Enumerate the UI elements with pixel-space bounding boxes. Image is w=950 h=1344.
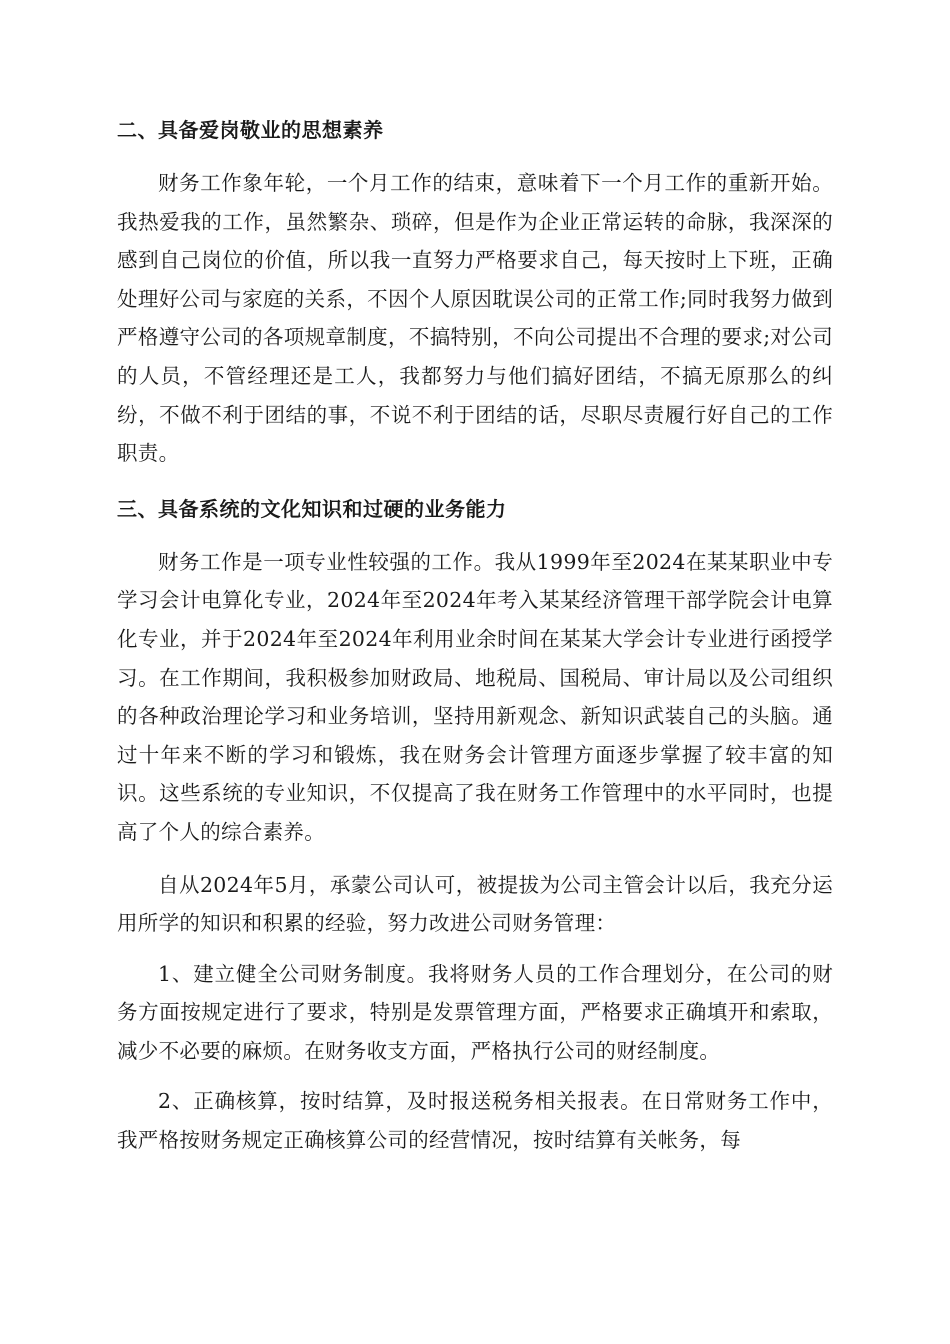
paragraph: 财务工作象年轮，一个月工作的结束，意味着下一个月工作的重新开始。我热爱我的工作，虽然繁杂、琐碎，但是作为企业正常运转的命脉，我深深的感到自己岗位的价值，所以我一直努力严格要求自己，每天按时上下班，正确处理好公司与家庭的关系，不因个人原因耽误公司的正常工作;同时我努力做到严格遵守公司的各项规章制度，不搞特别，不向公司提出不合理的要求;对公司的人员，不管经理还是工人，我都努力与他们搞好团结，不搞无原那么的纠纷，不做不利于团结的事，不说不利于团结的话，尽职尽责履行好自己的工作职责。 [117,171,833,466]
paragraph: 1、建立健全公司财务制度。我将财务人员的工作合理划分，在公司的财务方面按规定进行了要求，特别是发票管理方面，严格要求正确填开和索取，减少不必要的麻烦。在财务收支方面，严格执行公司的财经制度。 [117,961,833,1063]
section-heading-2: 二、具备爱岗敬业的思想素养 [117,118,384,142]
paragraph: 财务工作是一项专业性较强的工作。我从1999年至2024在某某职业中专学习会计电算化专业，2024年至2024年考入某某经济管理干部学院会计电算化专业，并于2024年至2024年利用业余时间在某某大学会计专业进行函授学习。在工作期间，我积极参加财政局、地税局、国税局、审计局以及公司组织的各种政治理论学习和业务培训，坚持用新观念、新知识武装自己的头脑。通过十年来不断的学习和锻炼，我在财务会计管理方面逐步掌握了较丰富的知识。这些系统的专业知识，不仅提高了我在财务工作管理中的水平同时，也提高了个人的综合素养。 [117,549,833,844]
section-heading-3: 三、具备系统的文化知识和过硬的业务能力 [117,496,507,521]
paragraph: 自从2024年5月，承蒙公司认可，被提拔为公司主管会计以后，我充分运用所学的知识和积累的经验，努力改进公司财务管理： [117,872,833,936]
paragraph: 2、正确核算，按时结算，及时报送税务相关报表。在日常财务工作中，我严格按财务规定正确核算公司的经营情况，按时结算有关帐务，每 [117,1089,833,1153]
document-body [117,108,833,1174]
